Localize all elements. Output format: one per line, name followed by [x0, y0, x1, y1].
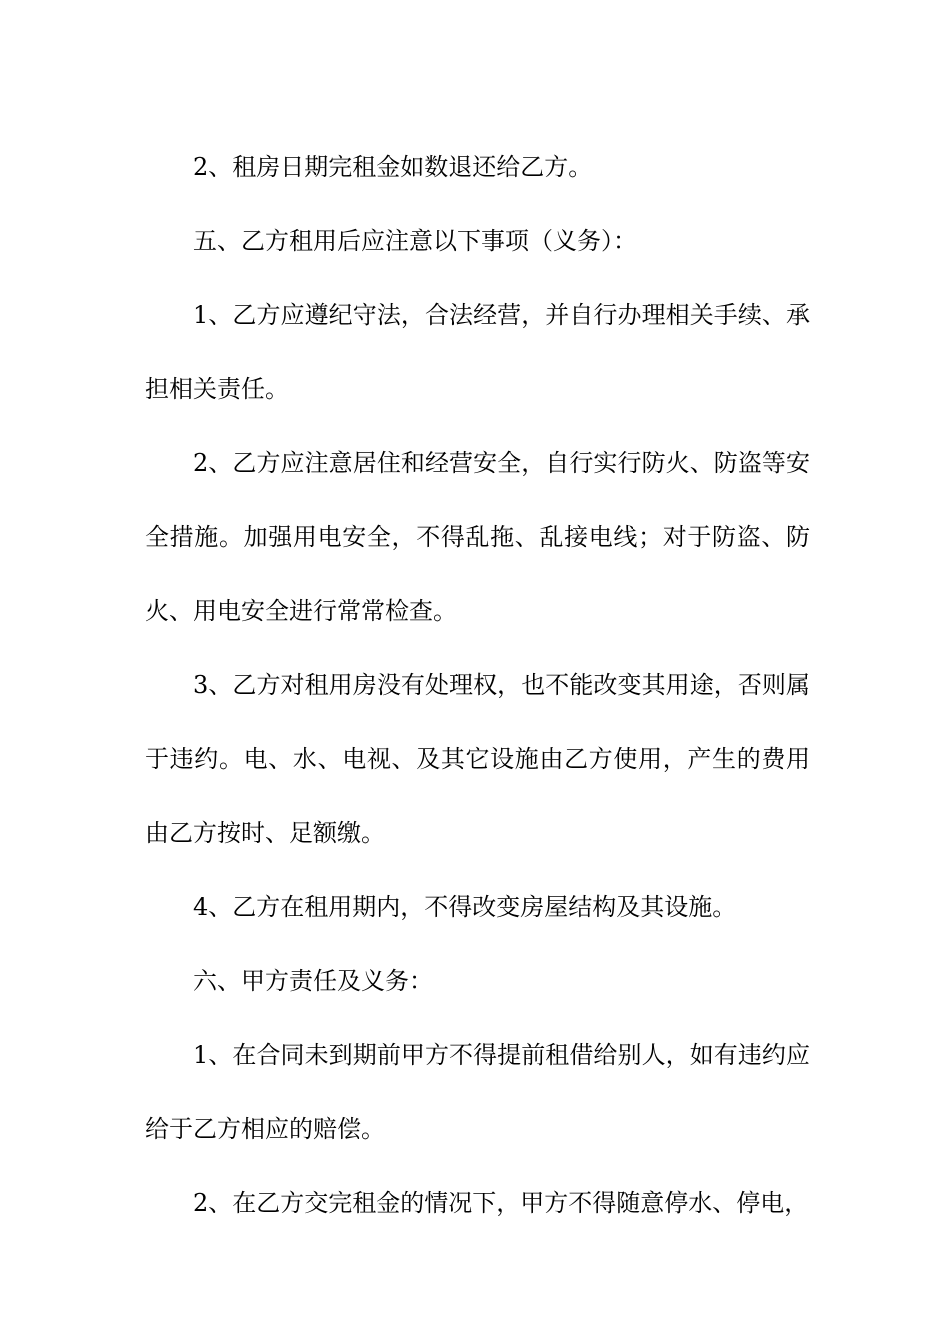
section-heading-tenant-obligations: 五、乙方租用后应注意以下事项（义务）：: [193, 227, 637, 255]
paragraph-no-utility-cut: 2、在乙方交完租金的情况下，甲方不得随意停水、停电，: [193, 1189, 809, 1217]
paragraph-no-early-rental: 1、在合同未到期前甲方不得提前租借给别人，如有违约应给于乙方相应的赔偿。: [145, 1041, 810, 1143]
paragraph-safety: 2、乙方应注意居住和经营安全，自行实行防火、防盗等安全措施。加强用电安全，不得乱拖、乱接电线；对于防盗、防火、用电安全进行常常检查。: [145, 449, 810, 625]
document-body: [145, 130, 810, 1240]
paragraph-refund-rent: 2、租房日期完租金如数退还给乙方。: [193, 153, 593, 181]
paragraph-no-structure-change: 4、乙方在租用期内，不得改变房屋结构及其设施。: [193, 893, 737, 921]
paragraph-no-disposal-right: 3、乙方对租用房没有处理权，也不能改变其用途，否则属于违约。电、水、电视、及其它设施由乙方使用，产生的费用由乙方按时、足额缴。: [145, 671, 810, 847]
section-heading-landlord-obligations: 六、甲方责任及义务：: [193, 967, 433, 995]
paragraph-obey-law: 1、乙方应遵纪守法，合法经营，并自行办理相关手续、承担相关责任。: [145, 301, 810, 403]
